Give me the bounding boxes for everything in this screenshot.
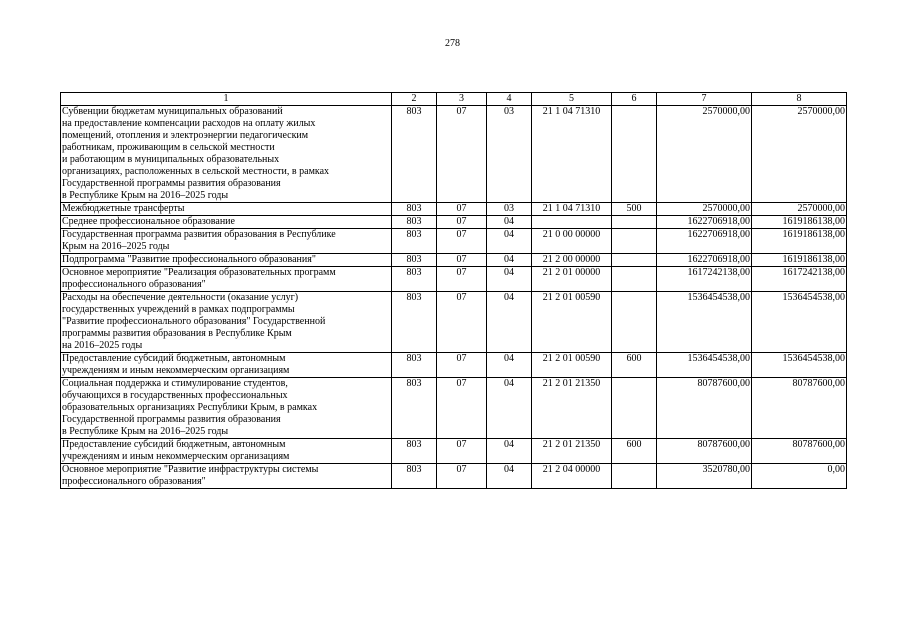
expense-type-cell: 600 xyxy=(612,439,657,464)
expense-type-cell xyxy=(612,292,657,353)
section-code-cell: 07 xyxy=(437,464,487,489)
expense-type-cell: 600 xyxy=(612,353,657,378)
expense-type-cell xyxy=(612,254,657,267)
column-header: 8 xyxy=(752,93,847,106)
ministry-code-cell: 803 xyxy=(392,353,437,378)
amount-cell-col8: 2570000,00 xyxy=(752,203,847,216)
table-row xyxy=(61,229,847,254)
amount-cell-col7: 2570000,00 xyxy=(657,106,752,203)
section-code-cell: 07 xyxy=(437,378,487,439)
ministry-code-cell: 803 xyxy=(392,439,437,464)
page-number: 278 xyxy=(445,38,460,49)
row-name: Основное мероприятие "Реализация образовательных программ профессионального образования" xyxy=(62,267,336,290)
row-name-cell xyxy=(61,106,392,203)
amount-cell-col7: 2570000,00 xyxy=(657,203,752,216)
amount-cell-col8: 0,00 xyxy=(752,464,847,489)
ministry-code-cell: 803 xyxy=(392,106,437,203)
expense-type-cell: 500 xyxy=(612,203,657,216)
subsection-code-cell: 04 xyxy=(487,464,532,489)
amount-cell-col7: 1622706918,00 xyxy=(657,229,752,254)
row-name: Социальная поддержка и стимулирование студентов, обучающихся в государственных профессиональных образовательных организациях Республики Крым, в рамках Государственной программы развития образования в Республике Крым на 2016–2025 годы xyxy=(62,378,318,437)
expense-type-cell xyxy=(612,267,657,292)
section-code-cell: 07 xyxy=(437,229,487,254)
row-name-cell xyxy=(61,353,392,378)
row-name: Предоставление субсидий бюджетным, автономным учреждениям и иным некоммерческим организациям xyxy=(62,439,290,462)
amount-cell-col7: 1536454538,00 xyxy=(657,353,752,378)
subsection-code-cell: 04 xyxy=(487,292,532,353)
ministry-code-cell: 803 xyxy=(392,267,437,292)
target-article-cell: 21 2 01 00000 xyxy=(532,267,612,292)
expense-type-cell xyxy=(612,464,657,489)
subsection-code-cell: 04 xyxy=(487,439,532,464)
ministry-code-cell: 803 xyxy=(392,292,437,353)
amount-cell-col8: 80787600,00 xyxy=(752,378,847,439)
target-article-cell: 21 2 00 00000 xyxy=(532,254,612,267)
target-article-cell: 21 2 01 21350 xyxy=(532,378,612,439)
row-name: Межбюджетные трансферты xyxy=(62,203,185,214)
ministry-code-cell: 803 xyxy=(392,254,437,267)
amount-cell-col8: 1536454538,00 xyxy=(752,353,847,378)
row-name: Предоставление субсидий бюджетным, автономным учреждениям и иным некоммерческим организациям xyxy=(62,353,290,376)
target-article-cell: 21 0 00 00000 xyxy=(532,229,612,254)
amount-cell-col7: 1622706918,00 xyxy=(657,216,752,229)
target-article-cell xyxy=(532,216,612,229)
section-code-cell: 07 xyxy=(437,292,487,353)
target-article-cell: 21 2 01 21350 xyxy=(532,439,612,464)
amount-cell-col8: 2570000,00 xyxy=(752,106,847,203)
expense-type-cell xyxy=(612,106,657,203)
row-name-cell xyxy=(61,378,392,439)
target-article-cell: 21 2 04 00000 xyxy=(532,464,612,489)
section-code-cell: 07 xyxy=(437,216,487,229)
amount-cell-col7: 80787600,00 xyxy=(657,378,752,439)
subsection-code-cell: 04 xyxy=(487,229,532,254)
amount-cell-col7: 1622706918,00 xyxy=(657,254,752,267)
column-header: 4 xyxy=(487,93,532,106)
table-row xyxy=(61,267,847,292)
row-name-cell xyxy=(61,292,392,353)
section-code-cell: 07 xyxy=(437,106,487,203)
section-code-cell: 07 xyxy=(437,254,487,267)
ministry-code-cell: 803 xyxy=(392,229,437,254)
table-header-row xyxy=(61,93,847,106)
expense-type-cell xyxy=(612,216,657,229)
column-header: 6 xyxy=(612,93,657,106)
table-row xyxy=(61,106,847,203)
amount-cell-col8: 1536454538,00 xyxy=(752,292,847,353)
amount-cell-col7: 1617242138,00 xyxy=(657,267,752,292)
column-header: 7 xyxy=(657,93,752,106)
subsection-code-cell: 04 xyxy=(487,254,532,267)
row-name-cell xyxy=(61,267,392,292)
amount-cell-col7: 3520780,00 xyxy=(657,464,752,489)
row-name: Расходы на обеспечение деятельности (оказание услуг) государственных учреждений в рамках подпрограммы "Развитие профессионального образования" Государственной программы развития образования в Республике Крым на 2016–2025 годы xyxy=(62,292,326,351)
amount-cell-col8: 1619186138,00 xyxy=(752,229,847,254)
budget-table xyxy=(60,92,847,489)
table-row xyxy=(61,216,847,229)
row-name: Основное мероприятие "Развитие инфраструктуры системы профессионального образования" xyxy=(62,464,319,487)
row-name-cell xyxy=(61,254,392,267)
subsection-code-cell: 04 xyxy=(487,378,532,439)
expense-type-cell xyxy=(612,229,657,254)
table-row xyxy=(61,203,847,216)
target-article-cell: 21 2 01 00590 xyxy=(532,292,612,353)
row-name-cell xyxy=(61,216,392,229)
row-name: Государственная программа развития образования в Республике Крым на 2016–2025 годы xyxy=(62,229,336,252)
column-header: 3 xyxy=(437,93,487,106)
subsection-code-cell: 04 xyxy=(487,353,532,378)
target-article-cell: 21 2 01 00590 xyxy=(532,353,612,378)
row-name-cell xyxy=(61,203,392,216)
ministry-code-cell: 803 xyxy=(392,378,437,439)
column-header: 1 xyxy=(61,93,392,106)
table-row xyxy=(61,254,847,267)
table-row xyxy=(61,353,847,378)
subsection-code-cell: 04 xyxy=(487,216,532,229)
amount-cell-col8: 1619186138,00 xyxy=(752,216,847,229)
row-name-cell xyxy=(61,439,392,464)
subsection-code-cell: 03 xyxy=(487,106,532,203)
subsection-code-cell: 03 xyxy=(487,203,532,216)
target-article-cell: 21 1 04 71310 xyxy=(532,203,612,216)
table-row xyxy=(61,439,847,464)
target-article-cell: 21 1 04 71310 xyxy=(532,106,612,203)
column-header: 5 xyxy=(532,93,612,106)
row-name-cell xyxy=(61,464,392,489)
subsection-code-cell: 04 xyxy=(487,267,532,292)
table-row xyxy=(61,292,847,353)
section-code-cell: 07 xyxy=(437,203,487,216)
expense-type-cell xyxy=(612,378,657,439)
section-code-cell: 07 xyxy=(437,353,487,378)
ministry-code-cell: 803 xyxy=(392,216,437,229)
table-row xyxy=(61,464,847,489)
amount-cell-col8: 1619186138,00 xyxy=(752,254,847,267)
row-name: Субвенции бюджетам муниципальных образований на предоставление компенсации расходов на оплату жилых помещений, отопления и электроэнергии педагогическим работникам, проживающим в сельской местности и работающим в муниципальных образовательных организациях, расположенных в сельской местности, в рамках Государственной программы развития образования в Республике Крым на 2016–2025 годы xyxy=(62,106,330,201)
section-code-cell: 07 xyxy=(437,439,487,464)
amount-cell-col7: 1536454538,00 xyxy=(657,292,752,353)
section-code-cell: 07 xyxy=(437,267,487,292)
ministry-code-cell: 803 xyxy=(392,203,437,216)
row-name: Подпрограмма "Развитие профессионального образования" xyxy=(62,254,316,265)
row-name-cell xyxy=(61,229,392,254)
amount-cell-col7: 80787600,00 xyxy=(657,439,752,464)
table-row xyxy=(61,378,847,439)
amount-cell-col8: 80787600,00 xyxy=(752,439,847,464)
amount-cell-col8: 1617242138,00 xyxy=(752,267,847,292)
ministry-code-cell: 803 xyxy=(392,464,437,489)
column-header: 2 xyxy=(392,93,437,106)
row-name: Среднее профессиональное образование xyxy=(62,216,235,227)
